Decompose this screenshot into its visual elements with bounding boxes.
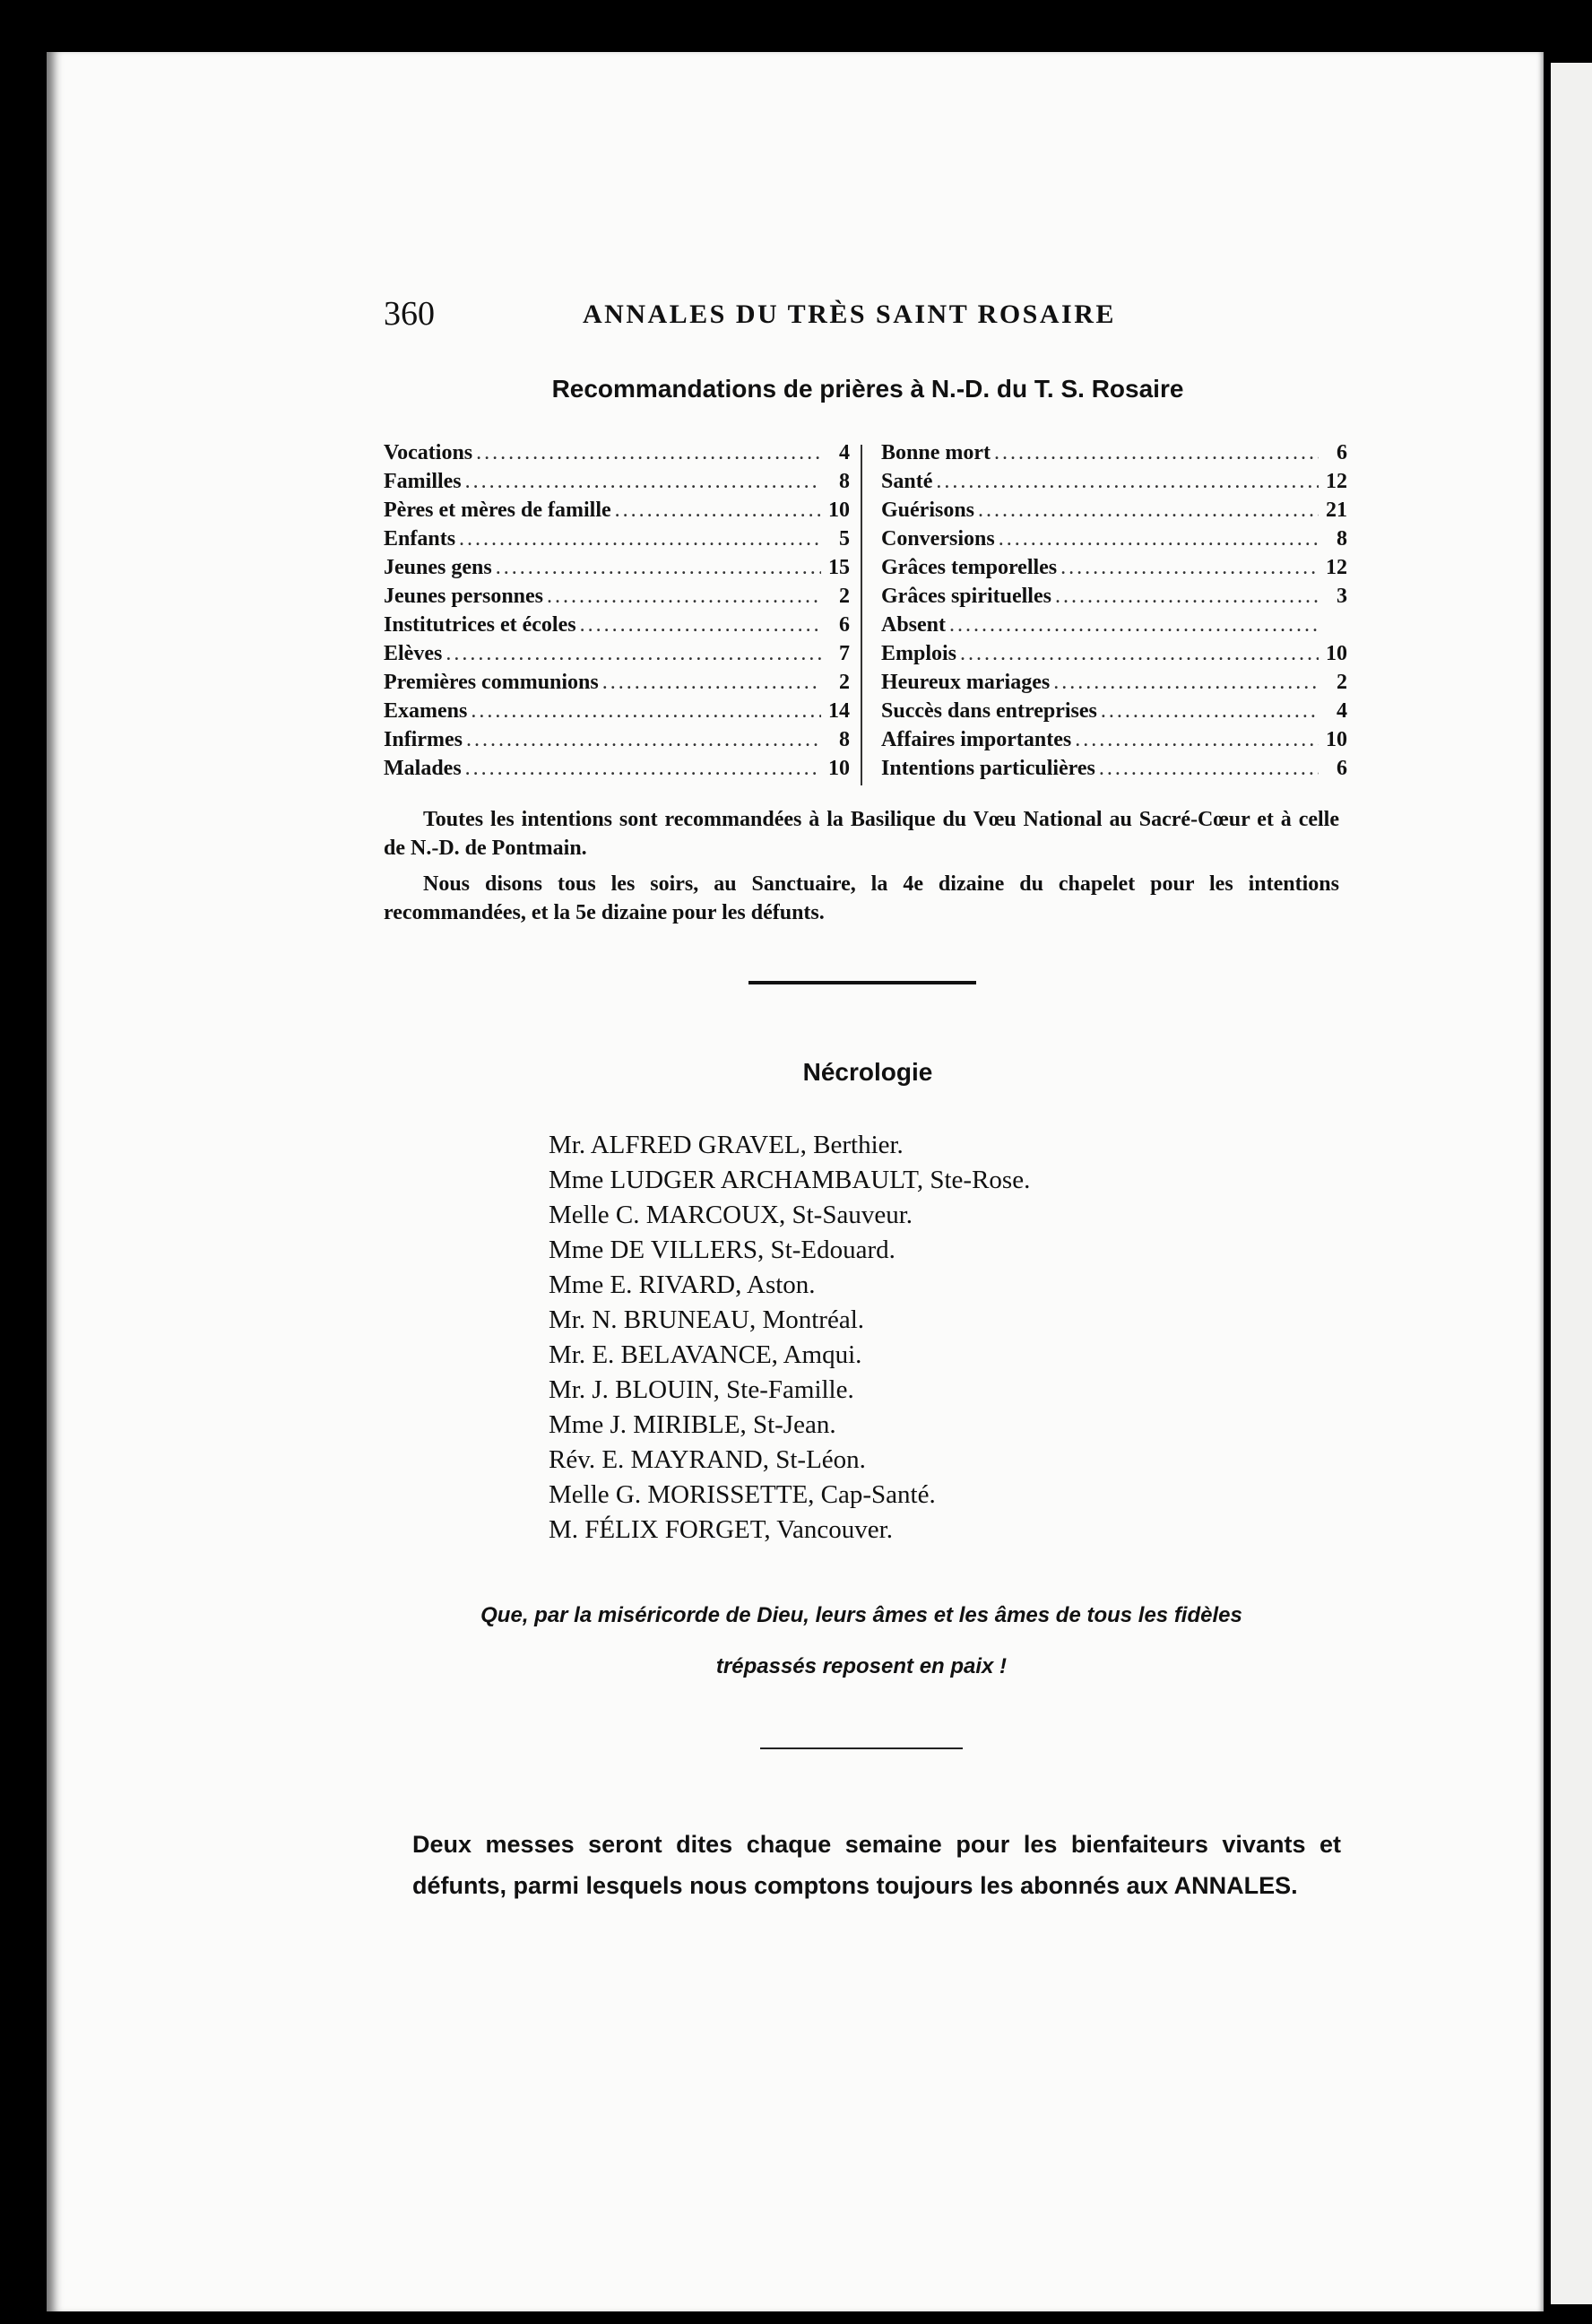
item-count: 10 [828,499,850,522]
prayer-line-1: Que, par la miséricorde de Dieu, leurs âmes et les âmes de tous les fidèles [480,1603,1242,1627]
item-count: 6 [1337,441,1347,464]
item-count: 2 [839,671,850,694]
list-item [384,642,850,671]
dot-leader [1053,671,1319,695]
dot-leader [465,757,821,781]
section-separator [760,1747,963,1749]
item-count: 12 [1326,470,1347,493]
list-item [881,441,1347,470]
list-item [384,699,850,728]
item-label: Jeunes personnes [384,585,544,608]
running-header [384,294,1352,339]
list-item [384,527,850,556]
item-label: Emplois [881,642,957,665]
item-count: 14 [828,699,850,723]
item-label: Premières communions [384,671,599,694]
item-label: Examens [384,699,468,723]
list-item [384,556,850,585]
dot-leader [580,613,821,637]
item-label: Grâces temporelles [881,556,1058,579]
item-label: Malades [384,757,462,780]
closing-notice: Deux messes seront dites chaque semaine pour les bienfaiteurs vivants et défunts, parmi lesquels nous comptons toujours les abonnés aux ANNALES. [412,1831,1341,1899]
item-count: 8 [839,728,850,751]
dot-leader [960,642,1319,666]
item-count: 2 [839,585,850,608]
dot-leader [466,728,821,752]
deceased-name: Mr. N. BRUNEAU, Montréal. [549,1305,865,1334]
list-item [881,671,1347,699]
dot-leader [1101,699,1319,724]
list-item [881,585,1347,613]
list-item [384,470,850,499]
item-count: 6 [1337,757,1347,780]
list-item [881,527,1347,556]
dot-leader [978,499,1319,523]
dot-leader [936,470,1319,494]
dot-leader [496,556,821,580]
list-item [384,728,850,757]
item-count: 21 [1326,499,1347,522]
deceased-name: Mr. E. BELAVANCE, Amqui. [549,1340,862,1369]
item-label: Jeunes gens [384,556,492,579]
list-item [881,642,1347,671]
list-item [384,671,850,699]
list-item [881,757,1347,785]
deceased-name: Mme J. MIRIBLE, St-Jean. [549,1410,836,1439]
item-label: Succès dans entreprises [881,699,1097,723]
section-separator [748,981,976,984]
item-count: 7 [839,642,850,665]
dot-leader [1060,556,1319,580]
item-label: Pères et mères de famille [384,499,611,522]
intentions-note: Toutes les intentions sont recommandées à la Basilique du Vœu National au Sacré-Cœur et à celle de N.-D. de Pontmain. [384,808,1339,860]
item-label: Santé [881,470,933,493]
list-item [881,613,1347,642]
item-count: 6 [839,613,850,637]
dot-leader [446,642,821,666]
item-label: Conversions [881,527,995,551]
item-count: 4 [1337,699,1347,723]
prayer-line-2: trépassés reposent en paix ! [715,1654,1008,1678]
page-number: 360 [384,295,435,333]
deceased-name: Melle G. MORISSETTE, Cap-Santé. [549,1480,936,1509]
dot-leader [615,499,821,523]
list-item [881,699,1347,728]
recommendations-title: Recommandations de prières à N.-D. du T. S. Rosaire [551,375,1184,403]
list-item [881,470,1347,499]
dot-leader [999,527,1319,551]
rosary-note: Nous disons tous les soirs, au Sanctuaire, la 4e dizaine du chapelet pour les intentions recommandées, et la 5e dizaine pour les défunts. [384,872,1339,924]
dot-leader [1055,585,1319,609]
next-page-edge [1551,63,1592,2304]
dot-leader [602,671,821,695]
item-label: Vocations [384,441,473,464]
item-label: Bonne mort [881,441,991,464]
dot-leader [1075,728,1319,752]
item-count: 5 [839,527,850,551]
deceased-name: M. FÉLIX FORGET, Vancouver. [549,1515,893,1544]
item-label: Affaires importantes [881,728,1072,751]
recommendations-right-column [881,441,1347,785]
item-label: Guérisons [881,499,975,522]
dot-leader [465,470,821,494]
item-count: 3 [1337,585,1347,608]
deceased-name: Rév. E. MAYRAND, St-Léon. [549,1445,866,1474]
dot-leader [476,441,821,465]
recommendations-left-column [384,441,850,785]
item-label: Institutrices et écoles [384,613,576,637]
item-label: Elèves [384,642,443,665]
dot-leader [471,699,821,724]
deceased-name: Mme DE VILLERS, St-Edouard. [549,1236,896,1264]
item-label: Familles [384,470,462,493]
dot-leader [994,441,1319,465]
list-item [384,757,850,785]
item-count: 8 [839,470,850,493]
deceased-name: Mr. ALFRED GRAVEL, Berthier. [549,1131,904,1159]
list-item [384,441,850,470]
item-label: Absent [881,613,947,637]
dot-leader [949,613,1319,637]
item-label: Infirmes [384,728,463,751]
item-label: Intentions particulières [881,757,1095,780]
list-item [384,499,850,527]
dot-leader [1099,757,1319,781]
item-count: 2 [1337,671,1347,694]
list-item [384,585,850,613]
item-count: 12 [1326,556,1347,579]
item-count: 8 [1337,527,1347,551]
list-item [384,613,850,642]
item-label: Heureux mariages [881,671,1051,694]
list-item [881,499,1347,527]
item-count: 10 [1326,642,1347,665]
dot-leader [459,527,821,551]
item-count: 4 [839,441,850,464]
deceased-name: Mme LUDGER ARCHAMBAULT, Ste-Rose. [549,1166,1031,1194]
dot-leader [547,585,821,609]
list-item [881,728,1347,757]
list-item [881,556,1347,585]
item-label: Grâces spirituelles [881,585,1051,608]
item-count: 15 [828,556,850,579]
item-count: 10 [1326,728,1347,751]
deceased-name: Mme E. RIVARD, Aston. [549,1270,816,1299]
item-label: Enfants [384,527,456,551]
running-title: ANNALES DU TRÈS SAINT ROSAIRE [583,299,1116,329]
deceased-name: Melle C. MARCOUX, St-Sauveur. [549,1201,913,1229]
deceased-name: Mr. J. BLOUIN, Ste-Famille. [549,1375,854,1404]
item-count: 10 [828,757,850,780]
column-divider [861,445,862,785]
necrology-list [549,1128,1266,1548]
necrology-title: Nécrologie [802,1058,933,1086]
